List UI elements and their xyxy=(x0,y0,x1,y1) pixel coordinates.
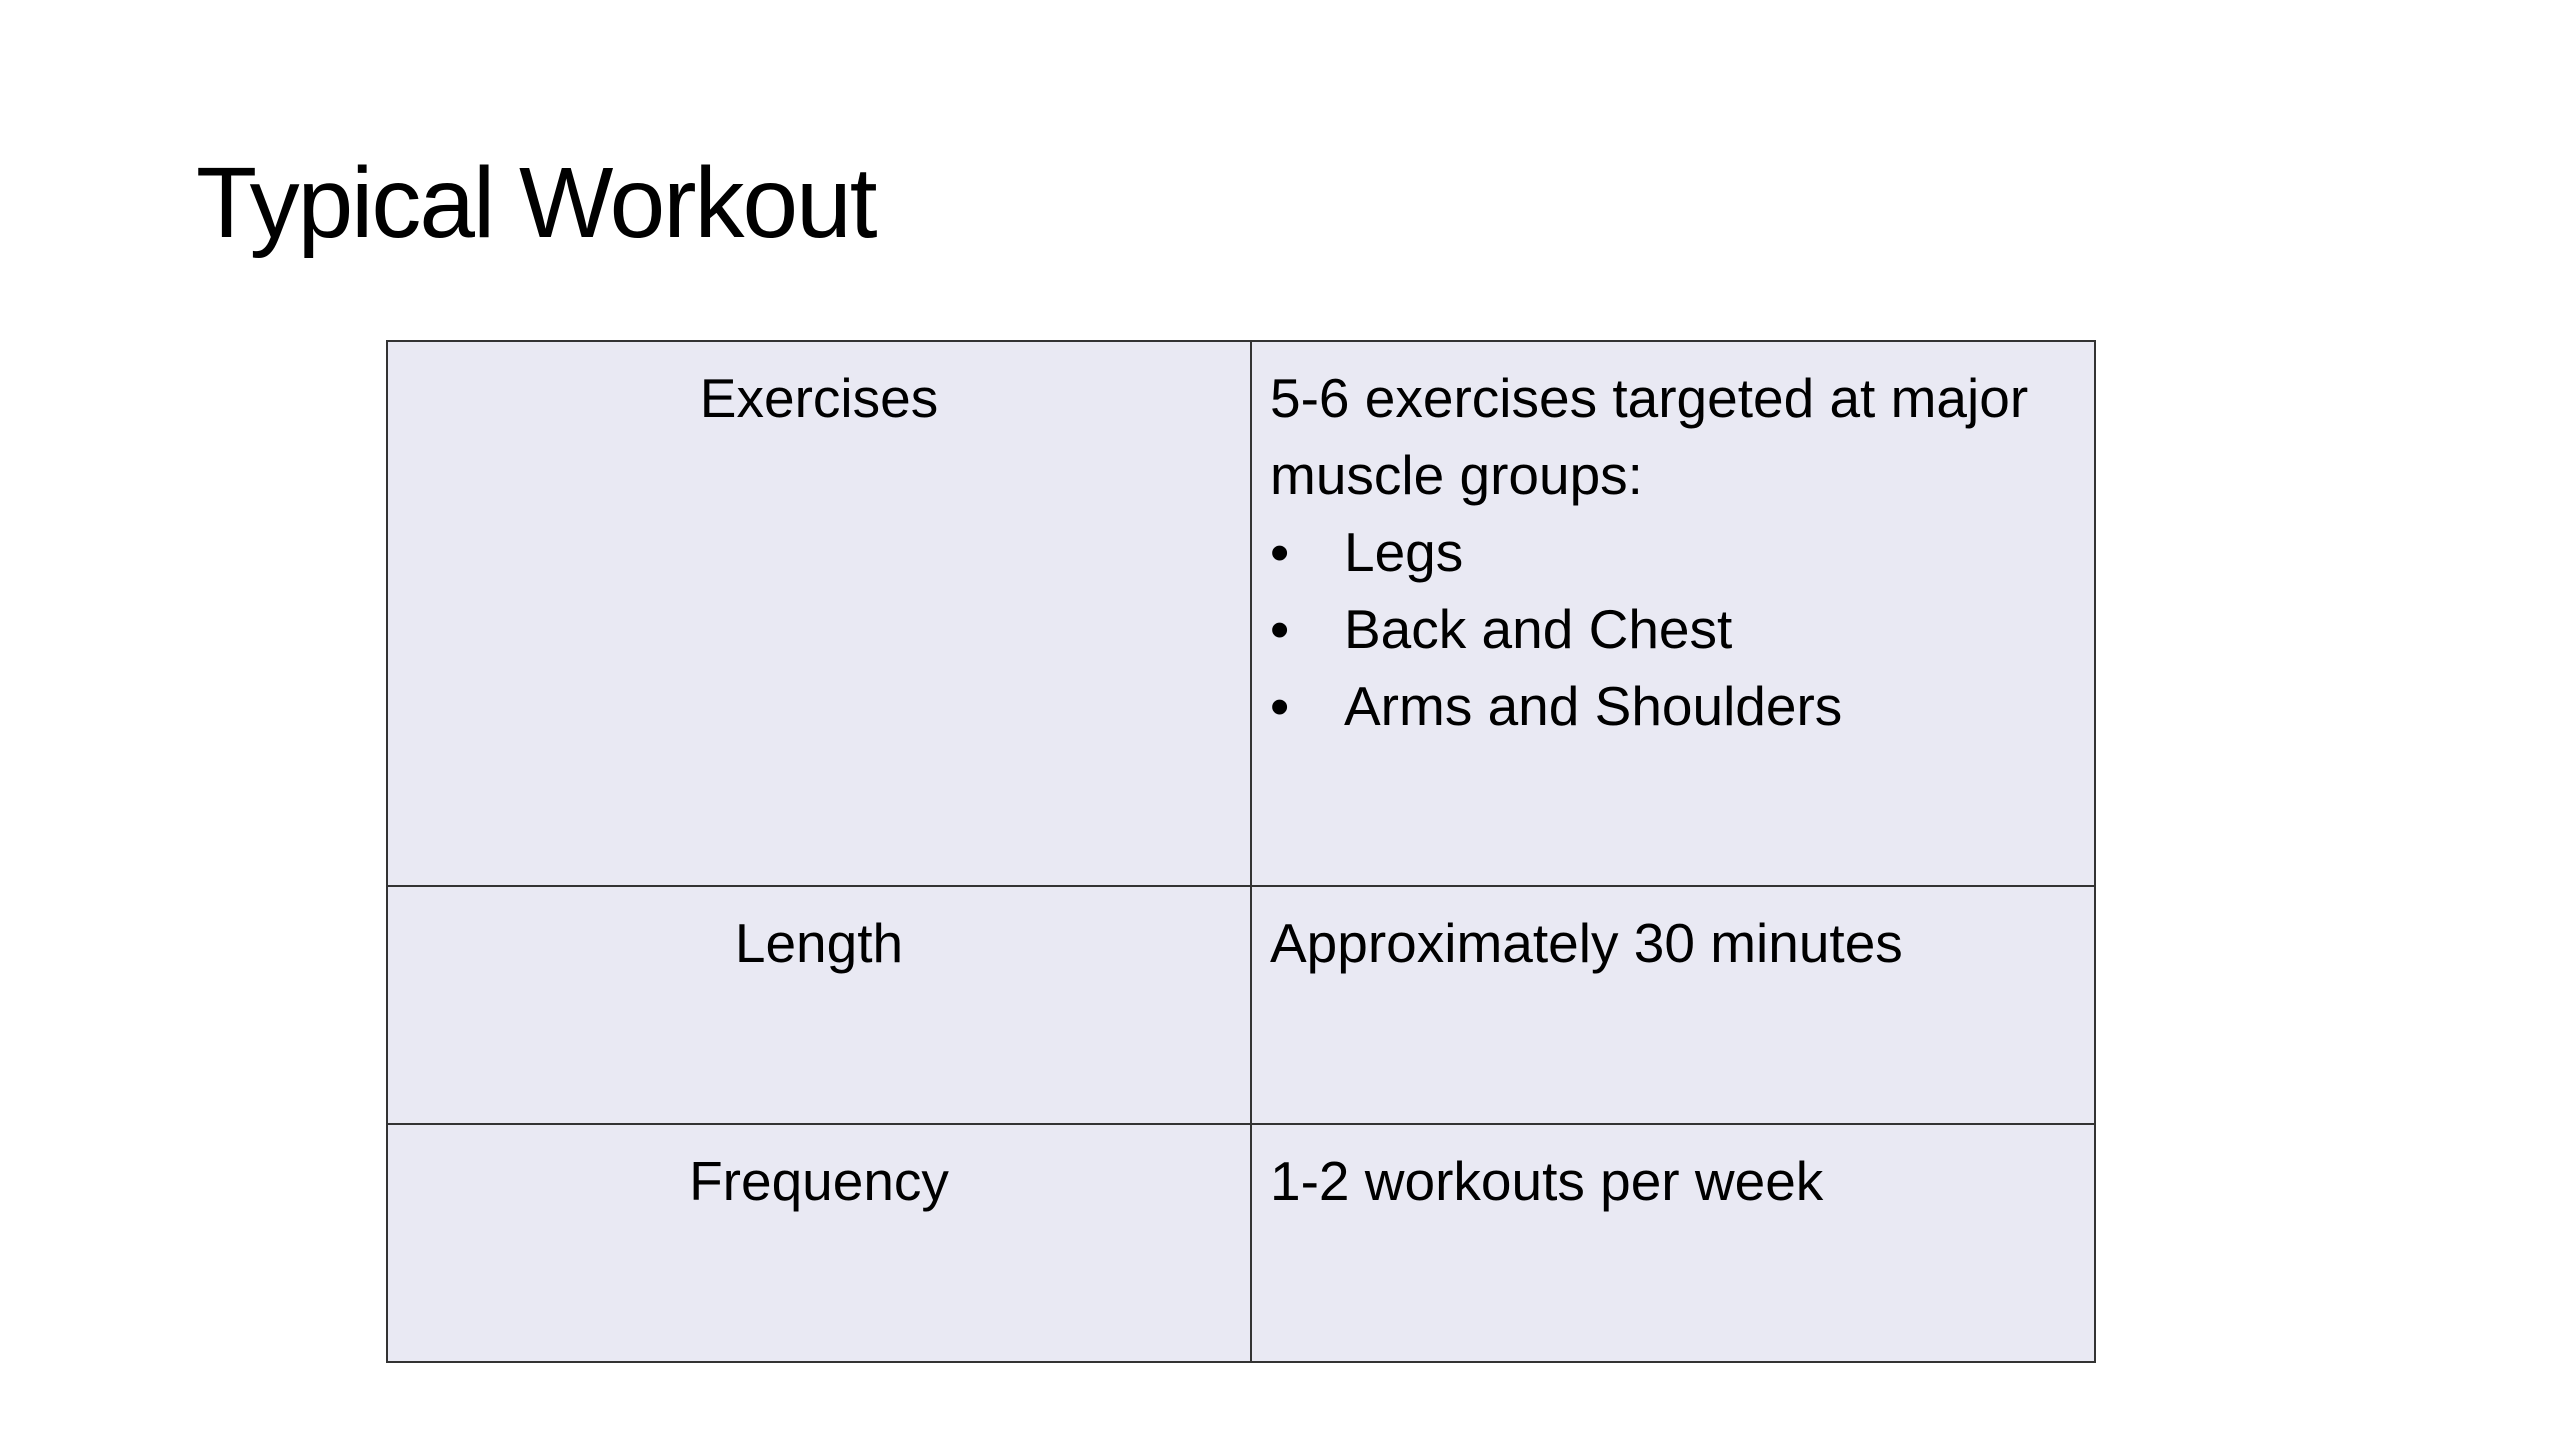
table-row xyxy=(387,886,2095,1124)
muscle-group-list xyxy=(1270,514,2076,745)
table-row xyxy=(387,1124,2095,1362)
list-item xyxy=(1270,514,2076,591)
row-value-exercises xyxy=(1251,341,2095,886)
slide-title: Typical Workout xyxy=(196,147,876,259)
row-label-length: Length xyxy=(387,886,1251,1124)
row-label-exercises: Exercises xyxy=(387,341,1251,886)
workout-table xyxy=(386,340,2096,1363)
list-item xyxy=(1270,668,2076,745)
list-item-label: Arms and Shoulders xyxy=(1344,675,1843,737)
row-value-length: Approximately 30 minutes xyxy=(1251,886,2095,1124)
list-item-label: Legs xyxy=(1344,521,1464,583)
bullet-icon: • xyxy=(1270,598,1290,660)
row-value-frequency: 1-2 workouts per week xyxy=(1251,1124,2095,1362)
table-row xyxy=(387,341,2095,886)
exercises-intro: 5-6 exercises targeted at major muscle groups: xyxy=(1270,367,2029,506)
list-item xyxy=(1270,591,2076,668)
list-item-label: Back and Chest xyxy=(1344,598,1733,660)
bullet-icon: • xyxy=(1270,675,1290,737)
bullet-icon: • xyxy=(1270,521,1290,583)
row-label-frequency: Frequency xyxy=(387,1124,1251,1362)
